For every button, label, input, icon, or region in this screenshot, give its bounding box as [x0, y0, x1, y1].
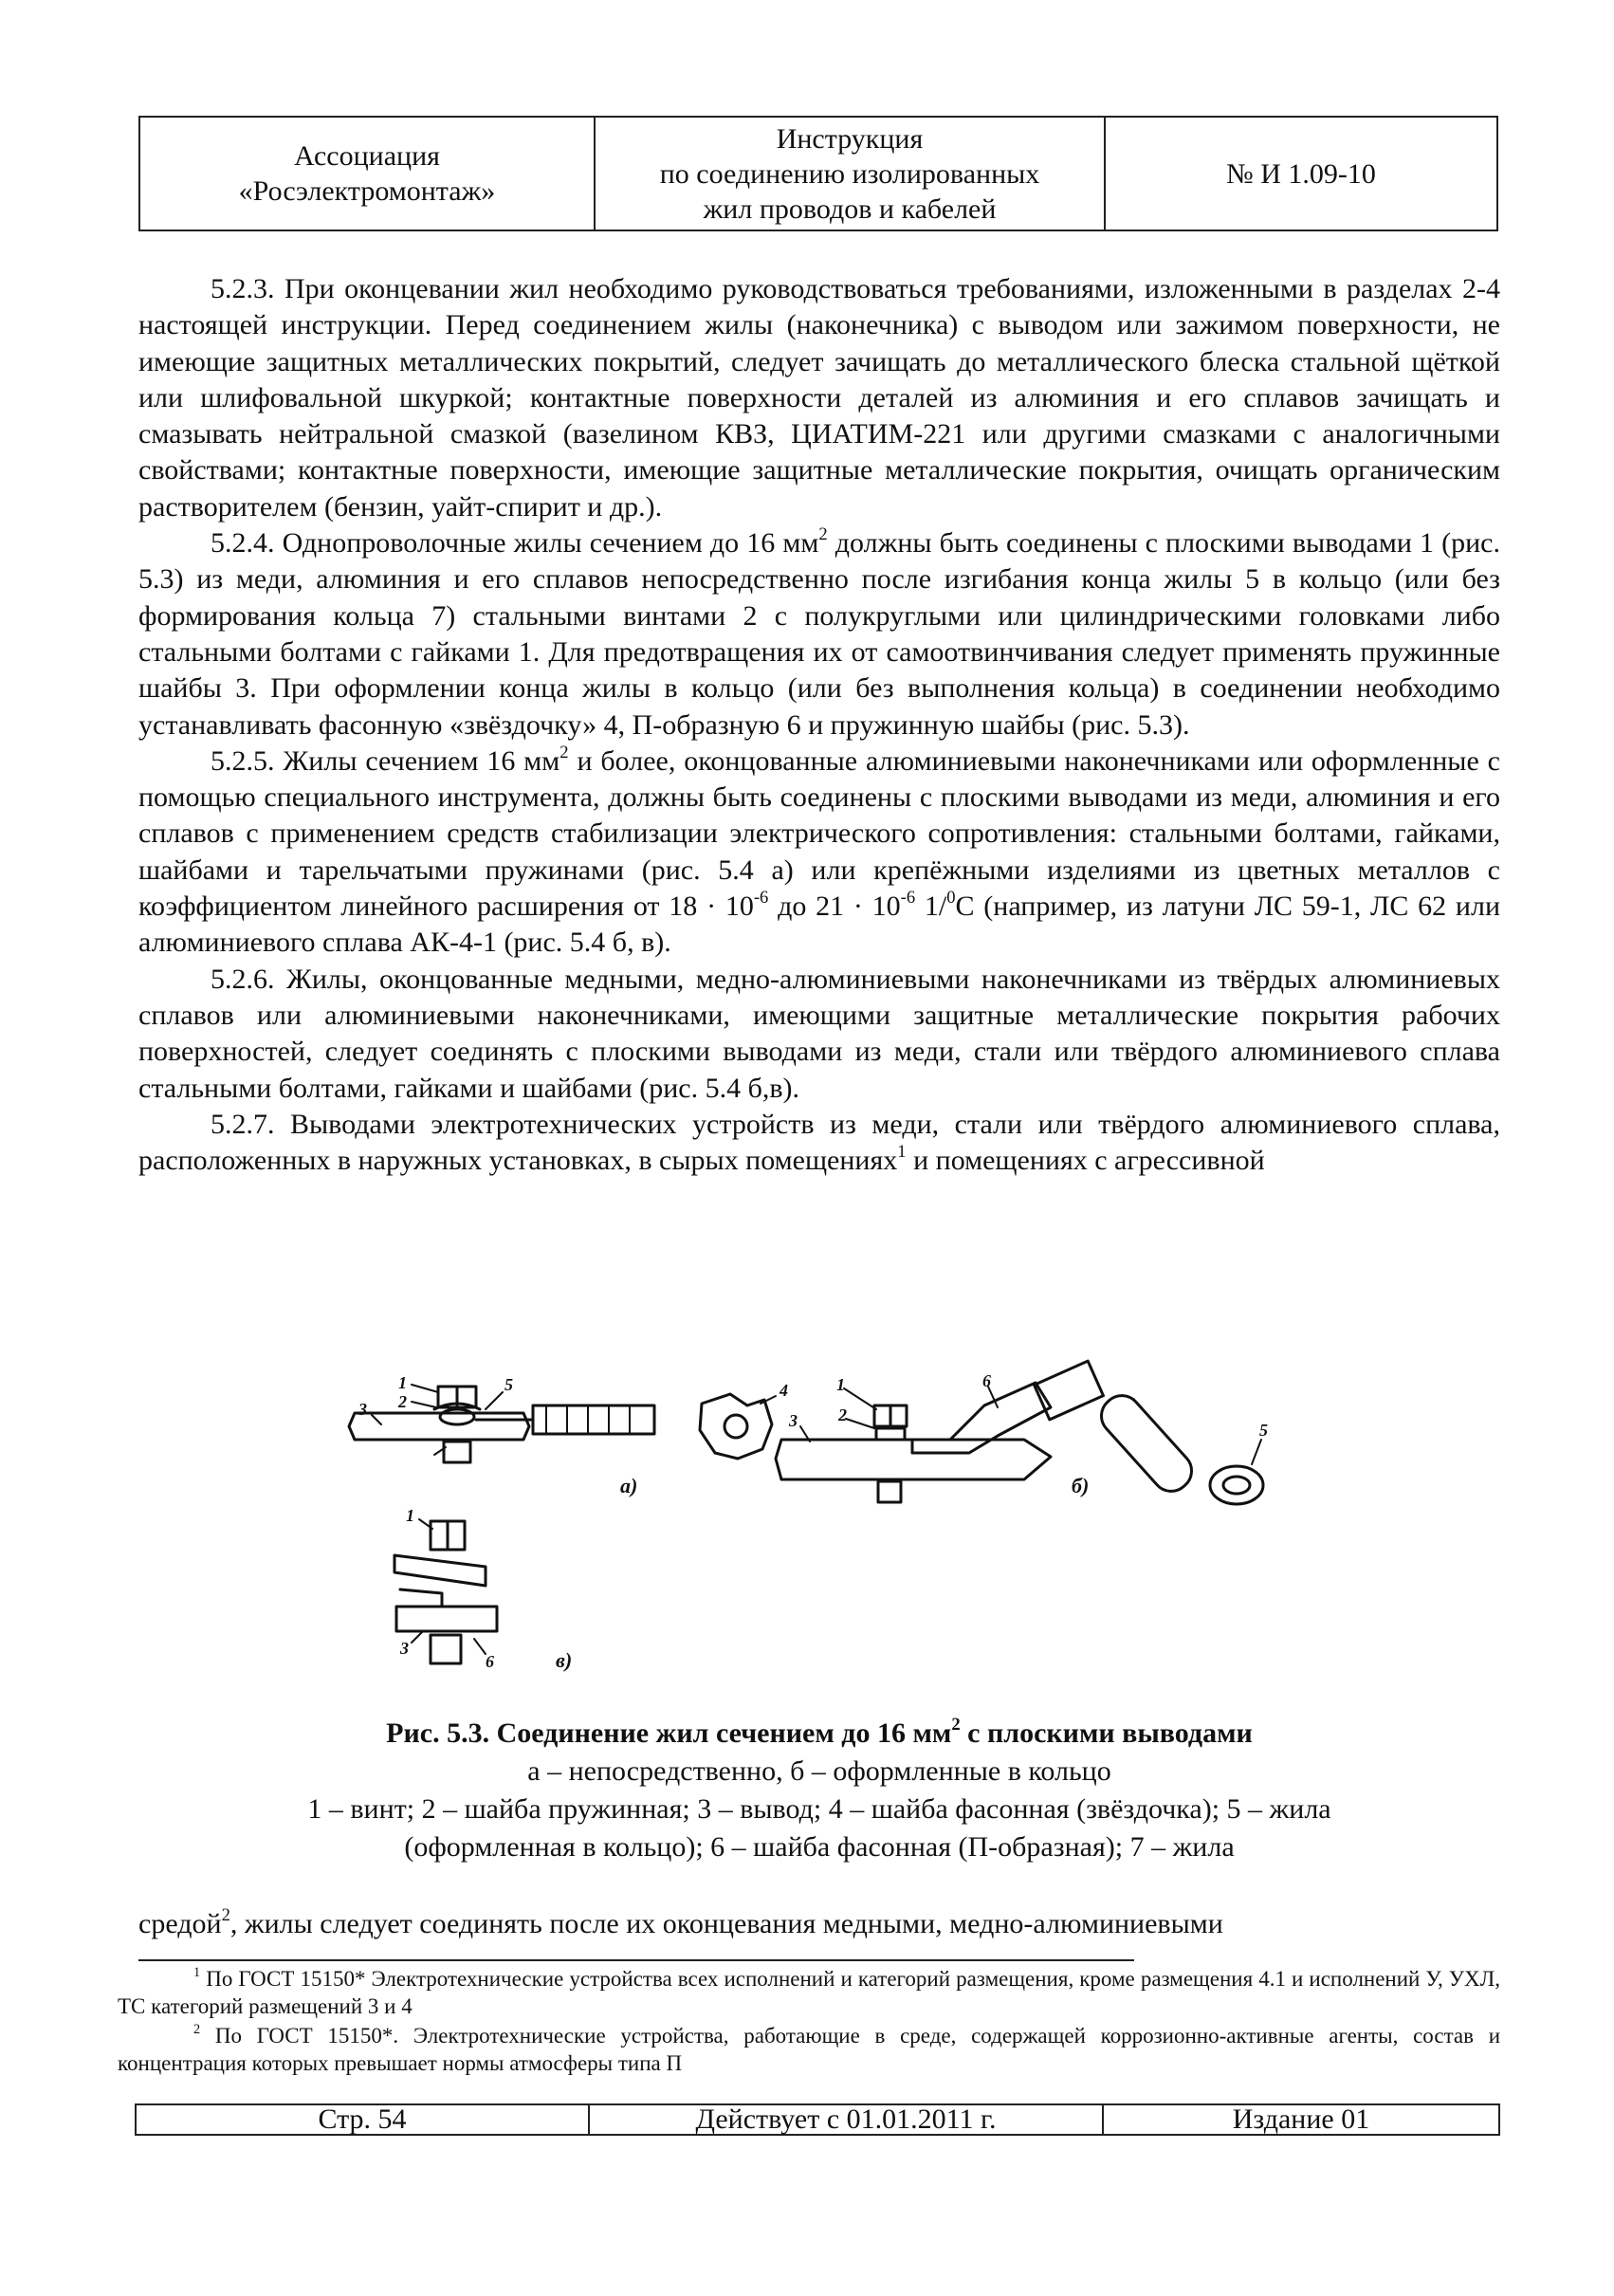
- view-label-b: б): [1072, 1474, 1090, 1497]
- leader-line: [844, 1388, 876, 1409]
- superscript: 2: [818, 524, 828, 545]
- superscript: 1: [897, 1142, 907, 1163]
- spring-washer: [876, 1428, 905, 1440]
- drawing-star-washer: [700, 1381, 788, 1459]
- figure-caption: [138, 1715, 1500, 1866]
- view-label-a: а): [620, 1474, 638, 1497]
- nut: [431, 1635, 461, 1663]
- footer-effective-date: Действует с 01.01.2011 г.: [589, 2104, 1103, 2135]
- footer-page-number: Стр. 54: [136, 2104, 589, 2135]
- label-4: 4: [779, 1381, 788, 1400]
- u-washer: [400, 1589, 442, 1607]
- figure-5-3-drawing: [343, 1371, 1292, 1699]
- superscript: 2: [559, 742, 569, 762]
- superscript: 2: [951, 1714, 961, 1735]
- label-5: 5: [504, 1375, 513, 1394]
- superscript: 0: [946, 888, 956, 909]
- footnote-1: [118, 1965, 1500, 2020]
- leader-line: [372, 1415, 381, 1424]
- header-title-line-1: Инструкция: [776, 122, 924, 155]
- text-run: с плоскими выводами: [960, 1717, 1253, 1749]
- text-run: средой: [138, 1908, 222, 1939]
- text-run: до 21 · 10: [768, 891, 901, 923]
- header-org-line-2: «Росэлектромонтаж»: [238, 175, 496, 207]
- label-1c: 1: [406, 1506, 414, 1525]
- paragraph-5-2-4: [138, 525, 1500, 744]
- text-run: и более, оконцованные алюминиевыми наконечниками или оформленные с помощью специального инструмента, должны быть соединены с плоскими выводами из меди, алюминия и его сплавов с применением средств стабилизации электрического сопротивления: стальными болтами, гайками, шайбами и тарельчатыми пружинами (рис. 5.4 а) или крепёжными изделиями из цветных металлов с коэффициентом линейного расширения от 18 · 10: [138, 744, 1500, 923]
- conductor-ring: [440, 1409, 474, 1424]
- label-5-ring: 5: [1259, 1421, 1268, 1440]
- leader-line: [1252, 1440, 1261, 1464]
- drawing-b-lug-connection: [776, 1361, 1103, 1502]
- label-3: 3: [358, 1400, 367, 1419]
- footnote-separator: [138, 1959, 1134, 1961]
- leader-line: [486, 1392, 503, 1409]
- paragraph-5-2-6: 5.2.6. Жилы, оконцованные медными, медно-алюминиевыми наконечниками из твёрдых алюминиевых сплавов или алюминиевыми наконечниками, имеющими защитные металлические покрытия рабочих поверхностей, следует соединять с плоскими выводами из меди, стали или твёрдого алюминиевого сплава стальными болтами, гайками и шайбами (рис. 5.4 б,в).: [138, 963, 1500, 1104]
- text-run: Рис. 5.3. Соединение жил сечением до 16 мм: [386, 1717, 952, 1749]
- text-run: 5.2.7. Выводами электротехнических устройств из меди, стали или твёрдого алюминиевого сплава, расположенных в наружных установках, в сырых помещениях: [138, 1108, 1500, 1177]
- text-run: С (например, из латуни ЛС 59-1, ЛС 62 или алюминиевого сплава АК-4-1 (рис. 5.4 б, в).: [138, 891, 1501, 959]
- footnote-mark: 1: [193, 1965, 201, 1981]
- label-3b: 3: [789, 1411, 798, 1430]
- leader-line: [846, 1419, 874, 1428]
- label-6b: 6: [982, 1371, 991, 1390]
- document-footer: [135, 2103, 1500, 2136]
- leader-line: [412, 1631, 423, 1643]
- label-1b: 1: [836, 1375, 845, 1394]
- text-run: должны быть соединены с плоскими выводами 1 (рис. 5.3) из меди, алюминия и его сплавов непосредственно после изгибания конца жилы 5 в кольцо (или без формирования кольца 7) стальными винтами 2 с полукруглыми или цилиндрическими головками либо стальными болтами с гайками 1. Для предотвращения их от самоотвинчивания следует применять пружинные шайбы 3. При оформлении конца жилы в кольцо (или без выполнения кольца) в соединении необходимо устанавливать фасонную «звёздочку» 4, П-образную 6 и пружинную шайбы (рис. 5.3).: [138, 527, 1500, 741]
- terminal-plate: [396, 1607, 497, 1631]
- paragraph-5-2-3: 5.2.3. При оконцевании жил необходимо руководствоваться требованиями, изложенными в разделах 2-4 настоящей инструкции. Перед соединением жилы (наконечника) с выводом или зажимом поверхности, не имеющие защитных металлических покрытий, следует зачищать до металлического блеска стальной щёткой или шлифовальной шкуркой; контактные поверхности деталей из алюминия и его сплавов зачищать и смазывать нейтральной смазкой (вазелином КВЗ, ЦИАТИМ-221 или другими смазками с аналогичными свойствами; контактные поверхности, имеющие защитные металлические покрытия, очищать органическим растворителем (бензин, уайт-спирит и др.).: [138, 273, 1500, 523]
- drawing-c-shaped-washer: [394, 1506, 572, 1672]
- caption-line-2: 1 – винт; 2 – шайба пружинная; 3 – вывод; 4 – шайба фасонная (звёздочка); 5 – жила: [307, 1793, 1331, 1825]
- caption-line-1: а – непосредственно, б – оформленные в кольцо: [527, 1755, 1111, 1787]
- footnote-text: По ГОСТ 15150* Электротехнические устройства всех исполнений и категорий размещения, кроме размещения 4.1 и исполнений У, УХЛ, ТС категорий размещений 3 и 4: [118, 1967, 1501, 2018]
- text-run: , жилы следует соединять после их оконцевания медными, медно-алюминиевыми: [229, 1908, 1223, 1939]
- label-1: 1: [398, 1373, 407, 1392]
- label-6c: 6: [486, 1652, 494, 1671]
- paragraph-5-2-7: [138, 1107, 1500, 1180]
- document-header: [138, 116, 1498, 231]
- nut: [878, 1481, 901, 1502]
- clamp-plate: [394, 1555, 486, 1586]
- footer-edition: Издание 01: [1103, 2104, 1499, 2135]
- conductor-ring: [1210, 1466, 1263, 1504]
- nut: [444, 1442, 470, 1462]
- insulated-conductor: [533, 1405, 654, 1434]
- washer-hole: [724, 1415, 747, 1438]
- ring-inner: [1223, 1477, 1250, 1494]
- superscript: -6: [900, 888, 916, 909]
- text-run: 1/: [915, 891, 947, 923]
- header-organization: [139, 117, 595, 230]
- header-title-line-3: жил проводов и кабелей: [703, 193, 997, 225]
- header-org-line-1: Ассоциация: [294, 140, 440, 172]
- footnote-2: [118, 2022, 1500, 2077]
- paragraph-5-2-5: [138, 744, 1500, 962]
- view-label-c: в): [556, 1648, 573, 1672]
- header-title-line-2: по соединению изолированных: [659, 157, 1040, 190]
- continuation-line: [138, 1906, 1500, 1942]
- cable-end: [1035, 1361, 1104, 1420]
- text-run: 5.2.4. Однопроволочные жилы сечением до 16 мм: [211, 527, 819, 560]
- main-text: [138, 271, 1500, 1179]
- caption-title: [138, 1715, 1500, 1753]
- superscript: 2: [221, 1904, 230, 1925]
- caption-line-3: (оформленная в кольцо); 6 – шайба фасонная (П-образная); 7 – жила: [404, 1831, 1235, 1863]
- header-document-number: № И 1.09-10: [1105, 117, 1497, 230]
- drawing-ring-conductor: [1093, 1387, 1268, 1504]
- header-document-title: [595, 117, 1105, 230]
- leader-line: [412, 1385, 438, 1392]
- insulated-conductor: [1093, 1387, 1200, 1498]
- superscript: -6: [753, 888, 769, 909]
- drawing-a-direct-connection: [349, 1373, 654, 1497]
- text-run: 5.2.5. Жилы сечением 16 мм: [211, 744, 560, 777]
- text-run: и помещениях с агрессивной: [906, 1145, 1265, 1177]
- label-3c: 3: [400, 1639, 409, 1658]
- footnote-mark: 2: [193, 2022, 201, 2038]
- footnote-text: По ГОСТ 15150*. Электротехнические устройства, работающие в среде, содержащей коррозионно-активные агенты, состав и концентрация которых превышает нормы атмосферы типа П: [118, 2024, 1501, 2075]
- leader-line: [474, 1639, 486, 1654]
- leader-line: [412, 1402, 436, 1407]
- label-2b: 2: [838, 1405, 847, 1424]
- label-2: 2: [398, 1392, 407, 1411]
